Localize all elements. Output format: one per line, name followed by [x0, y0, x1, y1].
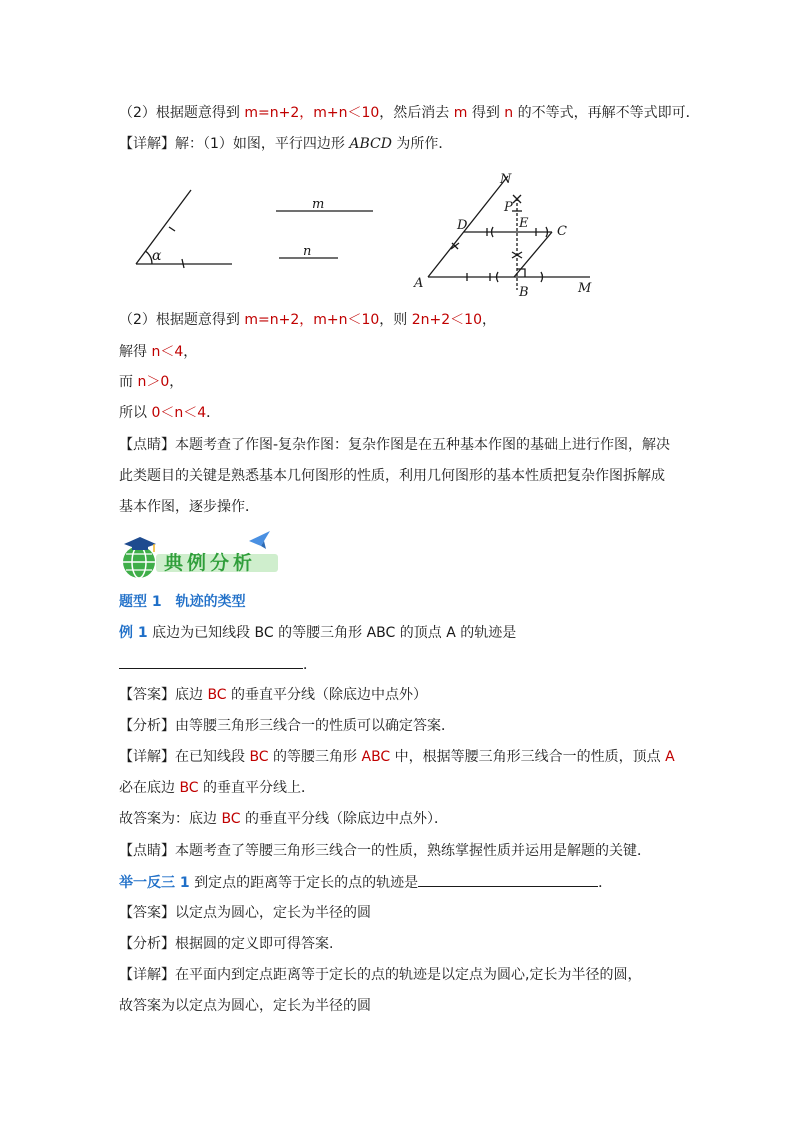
text: （2）根据题意得到	[119, 312, 245, 328]
text: （2）根据题意得到	[119, 105, 245, 121]
angle-alpha-figure	[136, 190, 232, 268]
construction-figure	[0, 160, 794, 310]
ex1-detail	[119, 747, 675, 767]
text: 的不等式，再解不等式即可．	[513, 105, 700, 121]
sec2-line6: 此类题目的关键是熟悉基本几何图形的性质，利用几何图形的基本性质把复杂作图拆解成	[119, 468, 665, 484]
type-heading: 题型 1 轨迹的类型	[119, 594, 246, 610]
variable: m	[453, 105, 468, 121]
text: ．	[598, 875, 613, 891]
text: 所以	[119, 405, 152, 421]
equation: n＜4	[151, 344, 184, 360]
text: 的垂直平分线（除底边中点外）．	[240, 811, 449, 827]
segments	[276, 211, 373, 258]
segment-name: BC	[179, 780, 199, 796]
label-D: D	[457, 218, 468, 233]
sec2-line1	[119, 310, 496, 330]
banner-title: 典例分析	[164, 552, 257, 574]
globe-icon	[123, 546, 155, 578]
ex1-blank-line	[119, 654, 317, 675]
triangle-name: ABC	[366, 625, 396, 641]
triangle-name: ABC	[361, 749, 391, 765]
label-M: M	[578, 281, 592, 296]
text: ，	[183, 344, 198, 360]
text: ，则	[379, 312, 412, 328]
label-C: C	[557, 224, 567, 239]
text: 到定点的距离等于定长的点的轨迹是	[189, 875, 419, 891]
variable: n	[504, 105, 514, 121]
text: ，然后消去	[379, 105, 454, 121]
ex1-analysis: 【分析】由等腰三角形三线合一的性质可以确定答案．	[119, 718, 455, 734]
segment-name: BC	[249, 749, 269, 765]
sec2-line2	[119, 342, 197, 362]
ex2-final: 故答案为以定点为圆心，定长为半径的圆	[119, 998, 371, 1014]
label-P: P	[504, 200, 513, 215]
text: 中，根据等腰三角形三线合一的性质，顶点	[390, 749, 666, 765]
ex2-detail: 【详解】在平面内到定点距离等于定长的点的轨迹是以定点为圆心,定长为半径的圆，	[119, 967, 642, 983]
vertex-name: A	[446, 625, 456, 641]
answer-blank[interactable]	[119, 654, 303, 669]
sec2-line7: 基本作图，逐步操作．	[119, 499, 259, 515]
segment-name: BC	[254, 625, 274, 641]
text: 的垂直平分线（除底边中点外）	[226, 687, 428, 703]
text: 的等腰三角形	[273, 625, 367, 641]
text: 【答案】底边	[119, 687, 208, 703]
ex2-answer: 【答案】以定点为圆心，定长为半径的圆	[119, 905, 371, 921]
text: 的等腰三角形	[268, 749, 362, 765]
equation: m=n+2，m+n＜10	[244, 105, 380, 121]
equation: 0＜n＜4	[151, 405, 207, 421]
segment-m-label: m	[312, 197, 325, 212]
parallelogram-name: ABCD	[349, 136, 392, 152]
ex1-final	[119, 809, 448, 829]
text: 故答案为：底边	[119, 811, 222, 827]
ex1-note: 【点睛】本题考查了等腰三角形三线合一的性质，熟练掌握性质并运用是解题的关键．	[119, 843, 651, 859]
equation: n＞0	[137, 374, 170, 390]
label-N: N	[500, 172, 512, 187]
segment-name: BC	[221, 811, 241, 827]
text: 得到	[467, 105, 505, 121]
text: ，	[169, 374, 184, 390]
text: 【详解】解：（1）如图，平行四边形	[119, 136, 350, 152]
label-B: B	[519, 285, 529, 300]
ex2-analysis: 【分析】根据圆的定义即可得答案.	[119, 936, 334, 952]
sec1-line1	[119, 103, 700, 123]
text: 为所作．	[391, 136, 453, 152]
text: 的轨迹是	[455, 625, 517, 641]
ex2-question	[119, 872, 612, 893]
vertex-name: A	[665, 749, 675, 765]
text: ，	[481, 312, 496, 328]
paper-plane-icon	[249, 531, 270, 549]
equation: 2n+2＜10	[411, 312, 482, 328]
segment-n-label: n	[303, 244, 312, 259]
alpha-label: α	[152, 248, 162, 264]
text: 【详解】在已知线段	[119, 749, 250, 765]
sec1-line2	[119, 134, 452, 154]
ex1-answer	[119, 685, 427, 705]
label-E: E	[519, 216, 529, 231]
text: ．	[303, 657, 317, 673]
sec2-line5: 【点睛】本题考查了作图-复杂作图：复杂作图是在五种基本作图的基础上进行作图，解决	[119, 437, 671, 453]
answer-blank[interactable]	[418, 872, 598, 887]
text: 的垂直平分线上．	[198, 780, 316, 796]
text: 的顶点	[395, 625, 447, 641]
sec2-line4	[119, 403, 220, 423]
sec2-line3	[119, 372, 183, 392]
text: 必在底边	[119, 780, 180, 796]
equation: m=n+2，m+n＜10	[244, 312, 380, 328]
text: 解得	[119, 344, 152, 360]
example-analysis-banner	[118, 527, 288, 583]
text: 而	[119, 374, 138, 390]
segment-name: BC	[207, 687, 227, 703]
label-A: A	[414, 276, 424, 291]
text: 底边为已知线段	[147, 625, 255, 641]
ex1-detail-2	[119, 778, 315, 798]
example-label: 例 1	[119, 625, 148, 641]
text: ．	[206, 405, 221, 421]
ex1-question	[119, 623, 516, 643]
example-label: 举一反三 1	[119, 875, 190, 891]
